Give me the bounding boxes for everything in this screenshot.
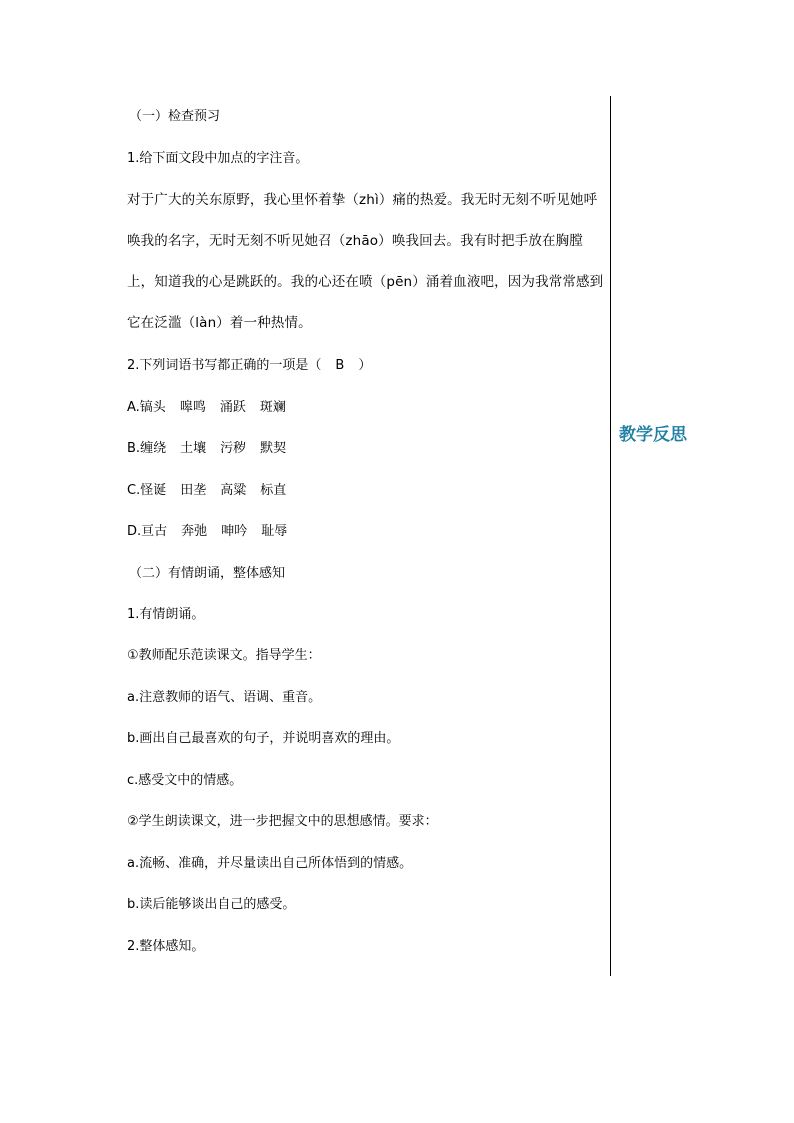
option-word: 镐头 [139, 400, 166, 415]
section2-item2: 2.整体感知。 [127, 939, 205, 954]
question2-suffix: ） [358, 358, 372, 373]
passage-text: 对于广大的关东原野，我心里怀着挚（zhì）痛的热爱。我无时无刻不听见她呼唤我的名字，无时无刻不听见她召（zhāo）唤我回去。我有时把手放在胸膛上，知道我的心是跳跃的。我的心还在喷（pēn）涌着血液吧，因为我常常感到它在泛滥（làn）着一种热情。 [127, 192, 604, 331]
option-word: 高粱 [220, 483, 247, 498]
option-d [127, 522, 301, 542]
section2-step1-c: c.感受文中的情感。 [127, 773, 243, 788]
section2-step1-a: a.注意教师的语气、语调、重音。 [127, 690, 322, 705]
option-word: 默契 [260, 441, 287, 456]
section2-step1-b: b.画出自己最喜欢的句子，并说明喜欢的理由。 [127, 731, 400, 746]
teaching-reflection-title: 教学反思 [619, 425, 687, 445]
section2-step2-a: a.流畅、准确，并尽量读出自己所体悟到的情感。 [127, 856, 413, 871]
option-word: 怪诞 [140, 483, 167, 498]
option-label: A. [127, 400, 140, 415]
option-word: 污秽 [220, 441, 247, 456]
question2 [127, 356, 371, 376]
option-word: 标直 [260, 483, 287, 498]
section2-step2-b: b.读后能够谈出自己的感受。 [127, 897, 296, 912]
question1-title: 1.给下面文段中加点的字注音。 [127, 151, 309, 166]
option-c [127, 481, 300, 501]
option-word: 土壤 [180, 441, 207, 456]
question2-answer: B [335, 358, 345, 373]
question2-prefix: 2.下列词语书写都正确的一项是（ [127, 358, 322, 373]
option-word: 亘古 [141, 524, 168, 539]
option-b [127, 439, 300, 459]
column-divider [610, 96, 611, 976]
option-label: D. [127, 524, 142, 539]
section2-title: （二）有情朗诵，整体感知 [129, 566, 286, 581]
option-word: 斑斓 [259, 400, 286, 415]
option-word: 呻吟 [221, 524, 248, 539]
section2-step1: ①教师配乐范读课文。指导学生： [127, 648, 321, 663]
option-word: 田垄 [180, 483, 207, 498]
option-word: 涌跃 [219, 400, 246, 415]
option-word: 缠绕 [140, 441, 167, 456]
section1-title: （一）检查预习 [129, 109, 221, 124]
option-label: B. [127, 441, 141, 456]
option-label: C. [127, 483, 141, 498]
section2-step2: ②学生朗读课文，进一步把握文中的思想感情。要求： [127, 814, 438, 829]
option-word: 嗥鸣 [179, 400, 206, 415]
option-word: 耻辱 [261, 524, 288, 539]
option-a [127, 398, 300, 418]
section2-item1: 1.有情朗诵。 [127, 607, 205, 622]
option-word: 奔弛 [181, 524, 208, 539]
